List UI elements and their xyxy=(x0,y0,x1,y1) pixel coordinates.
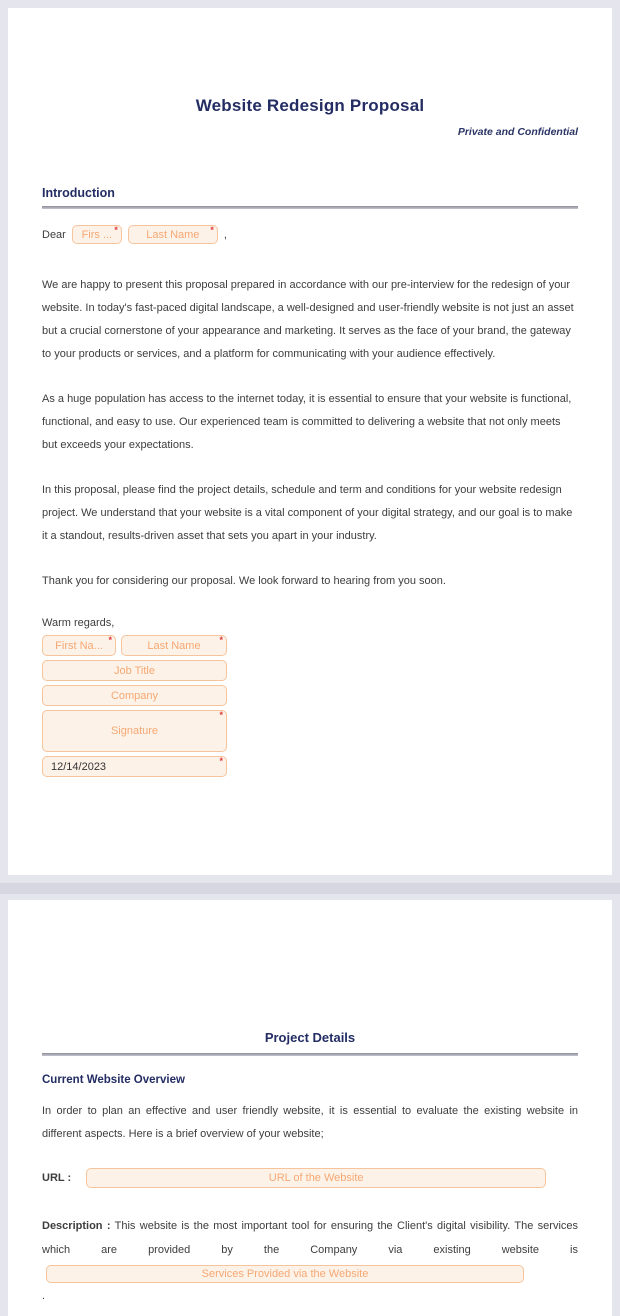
required-asterisk: * xyxy=(210,225,214,235)
job-title-field[interactable] xyxy=(42,660,227,681)
required-asterisk: * xyxy=(219,756,223,766)
signer-last-name-placeholder: Last Name xyxy=(147,639,201,652)
salutation-text: Dear xyxy=(42,228,66,241)
description-label: Description : xyxy=(42,1220,111,1232)
services-field[interactable] xyxy=(46,1265,524,1283)
signer-name-row xyxy=(42,635,227,656)
document-viewer xyxy=(0,8,620,1316)
services-placeholder: Services Provided via the Website xyxy=(201,1268,369,1281)
required-asterisk: * xyxy=(108,635,112,645)
page-divider xyxy=(0,875,620,900)
signer-first-name-placeholder: First Na... xyxy=(55,639,103,652)
project-details-title: Project Details xyxy=(264,1030,356,1045)
signature-block xyxy=(42,635,227,777)
salutation-first-name-placeholder: Firs ... xyxy=(81,228,113,241)
salutation-first-name-field[interactable] xyxy=(72,225,122,244)
page-divider-band xyxy=(0,883,620,894)
current-website-overview-heading: Current Website Overview xyxy=(42,1074,185,1086)
document-title: Website Redesign Proposal xyxy=(195,96,425,115)
salutation-comma: , xyxy=(223,228,227,241)
required-asterisk: * xyxy=(114,225,118,235)
description-period: . xyxy=(42,1290,46,1302)
company-field[interactable] xyxy=(42,685,227,706)
intro-paragraph-2: As a huge population has access to the internet today, it is essential to ensure that your website is functional, functional, and easy to use. Our experienced team is committed to delivering a website that not only meets but exceeds your expectations. xyxy=(42,393,572,451)
overview-paragraph: In order to plan an effective and user friendly website, it is essential to evaluate the existing website in different aspects. Here is a brief overview of your website; xyxy=(42,1105,578,1140)
intro-paragraph-3: In this proposal, please find the project details, schedule and term and conditions for your website redesign project. We understand that your website is a vital component of your digital strategy, and our goal is to make it a standout, results-driven asset that sets you apart in your industry. xyxy=(42,484,573,542)
company-placeholder: Company xyxy=(110,689,159,702)
introduction-divider xyxy=(42,206,578,209)
description-text: This website is the most important tool for ensuring the Client's digital visibility. The services which are provided by the Company via existing website is xyxy=(42,1220,579,1256)
required-asterisk: * xyxy=(219,710,223,720)
signer-first-name-field[interactable] xyxy=(42,635,116,656)
date-field[interactable] xyxy=(42,756,227,777)
website-url-placeholder: URL of the Website xyxy=(268,1172,364,1184)
intro-paragraph-4: Thank you for considering our proposal. We look forward to hearing from you soon. xyxy=(42,575,446,587)
signature-placeholder: Signature xyxy=(110,725,159,737)
project-details-divider xyxy=(42,1053,578,1056)
url-row xyxy=(42,1168,578,1188)
salutation-last-name-placeholder: Last Name xyxy=(146,228,200,241)
signer-last-name-field[interactable] xyxy=(121,635,227,656)
salutation-row xyxy=(42,225,578,244)
document-page-2 xyxy=(8,900,612,1316)
confidential-note: Private and Confidential xyxy=(457,126,578,138)
required-asterisk: * xyxy=(219,635,223,645)
intro-paragraph-1: We are happy to present this proposal prepared in accordance with our pre-interview for the redesign of your website. In today's fast-paced digital landscape, a well-designed and user-friendly website is not just an asset but a crucial cornerstone of your appearance and marketing. It serves as the face of your brand, the gateway to your products or services, and a platform for communicating with your audience effectively. xyxy=(42,279,574,360)
job-title-placeholder: Job Title xyxy=(114,664,155,677)
signature-field[interactable] xyxy=(42,710,227,752)
website-url-field[interactable] xyxy=(86,1168,546,1188)
document-page-1 xyxy=(8,8,612,875)
description-paragraph xyxy=(42,1214,578,1286)
url-label: URL : xyxy=(42,1172,72,1184)
salutation-last-name-field[interactable] xyxy=(128,225,218,244)
date-value: 12/14/2023 xyxy=(51,760,107,773)
closing-text: Warm regards, xyxy=(42,617,115,629)
introduction-heading: Introduction xyxy=(42,186,115,200)
